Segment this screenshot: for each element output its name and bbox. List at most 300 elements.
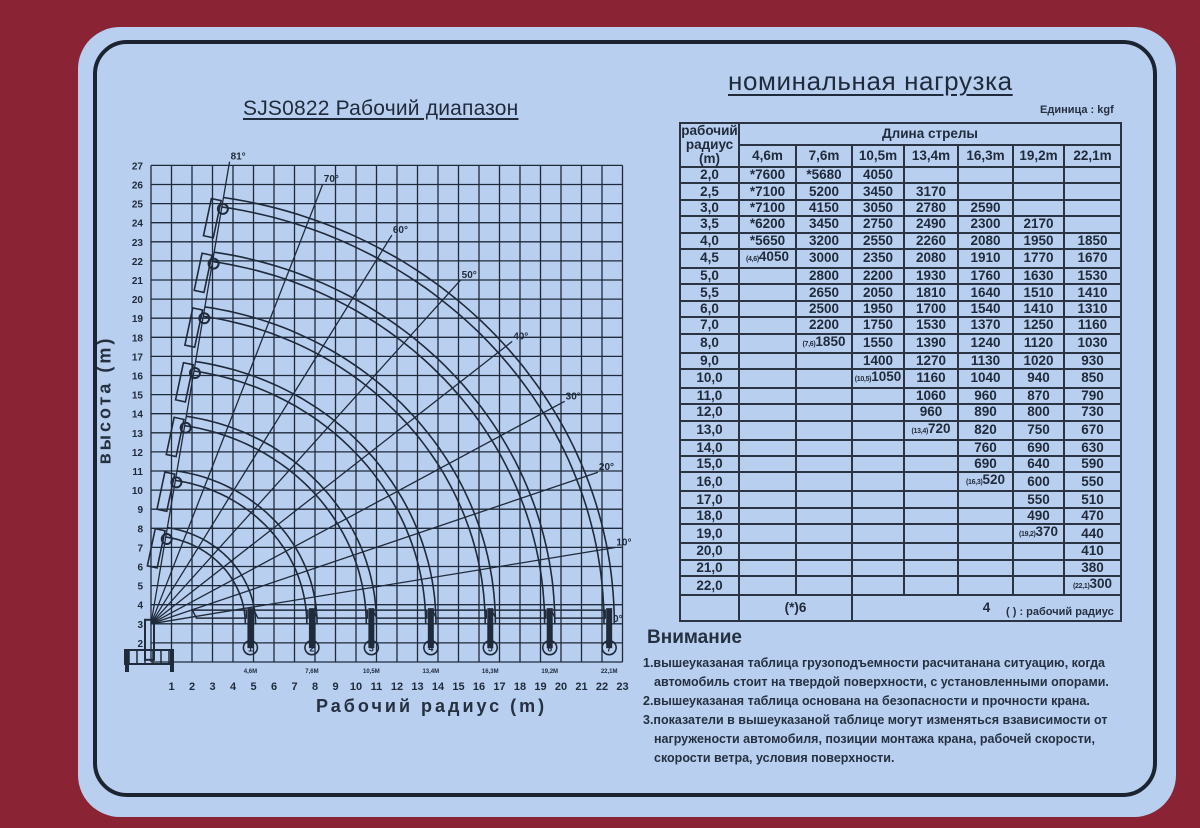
load-cell: 2650 (796, 284, 852, 300)
table-row (680, 369, 1121, 388)
load-cell: (7,6)1850 (796, 334, 852, 353)
y-tick-label: 12 (131, 447, 143, 459)
load-cell: 940 (1013, 369, 1064, 388)
load-cell (1064, 216, 1121, 232)
load-cell: 1950 (1013, 233, 1064, 249)
boom-length-label: 19,2M (541, 669, 559, 675)
table-row (680, 456, 1121, 472)
boom-section-number: 4 (428, 643, 434, 654)
x-tick-label: 7 (291, 681, 298, 693)
table-row (680, 353, 1121, 369)
y-tick-label: 2 (137, 638, 143, 650)
load-cell: *5680 (796, 167, 852, 183)
y-tick-label: 23 (131, 237, 143, 249)
note-1-line-1: 1.вышеуказаная таблица грузоподъемности расчитанана ситуацию, когда (643, 656, 1105, 670)
y-tick-label: 9 (137, 505, 143, 517)
table-title: номинальная нагрузка (728, 66, 1013, 96)
load-cell (1064, 167, 1121, 183)
boom-length-label: 13,4M (422, 669, 440, 675)
load-cell (739, 440, 796, 456)
x-tick-label: 21 (575, 681, 588, 693)
column-header: 22,1m (1064, 145, 1121, 167)
table-row (680, 491, 1121, 507)
load-cell: 3170 (904, 183, 958, 199)
load-cell: 1810 (904, 284, 958, 300)
table-row (680, 472, 1121, 491)
y-tick-label: 11 (132, 467, 143, 478)
hook-block-icon (428, 608, 434, 648)
column-header: 4,6m (739, 145, 796, 167)
load-cell: 380 (1064, 560, 1121, 576)
note-3-line-1: 3.показатели в вышеуказаной таблице могут изменяться взависимости от (643, 713, 1108, 727)
load-cell: 2590 (958, 200, 1013, 216)
load-cell (904, 440, 958, 456)
y-tick-label: 4 (137, 600, 143, 612)
load-cell: 550 (1013, 491, 1064, 507)
load-cell: 1670 (1064, 249, 1121, 268)
radius-cell: 16,0 (680, 472, 739, 491)
angle-label: 40° (513, 331, 529, 343)
table-header-row (680, 145, 1121, 167)
y-tick-label: 21 (131, 276, 143, 287)
load-cell: 1160 (1064, 317, 1121, 333)
table-row (680, 334, 1121, 353)
radius-cell: 18,0 (680, 508, 739, 524)
load-cell (796, 353, 852, 369)
chart-title: SJS0822 Рабочий диапазон (243, 97, 519, 120)
x-axis-label: Рабочий радиус (m) (316, 696, 548, 716)
x-tick-label: 17 (493, 681, 506, 693)
boom-length-label: 16,3M (481, 669, 499, 675)
radius-tag: (16,3) (965, 479, 983, 487)
load-cell: 2780 (904, 200, 958, 216)
radius-cell: 8,0 (680, 334, 739, 353)
load-cell: *7600 (739, 167, 796, 183)
boom-tip-icon (194, 253, 212, 292)
load-cell (796, 560, 852, 576)
load-cell: 870 (1013, 388, 1064, 404)
load-cell: 1250 (1013, 317, 1064, 333)
load-cell: 1030 (1064, 334, 1121, 353)
load-cell (796, 543, 852, 559)
load-cell (1064, 183, 1121, 199)
angle-label: 70° (323, 174, 339, 186)
load-cell: 1130 (958, 353, 1013, 369)
radius-cell: 15,0 (680, 456, 739, 472)
boom-envelope-arc (214, 252, 555, 624)
radius-tag: (4,6) (746, 255, 759, 263)
load-cell: 1700 (904, 301, 958, 317)
load-cell: 550 (1064, 472, 1121, 491)
load-cell: 2800 (796, 268, 852, 284)
y-tick-label: 17 (131, 352, 143, 364)
load-cell: 3000 (796, 249, 852, 268)
note-1-line-2: автомобиль стоит на твердой поверхности, с установленными опорами. (654, 675, 1109, 689)
load-cell: 760 (958, 440, 1013, 456)
load-cell (904, 167, 958, 183)
load-cell (796, 369, 852, 388)
load-cell: 1770 (1013, 249, 1064, 268)
load-cell (796, 440, 852, 456)
y-tick-label: 6 (137, 562, 143, 574)
load-cell: 1530 (1064, 268, 1121, 284)
table-row (680, 388, 1121, 404)
load-cell: 1750 (852, 317, 904, 333)
load-cell: 850 (1064, 369, 1121, 388)
load-cell: 2200 (852, 268, 904, 284)
load-cell (796, 404, 852, 420)
table-row (680, 268, 1121, 284)
load-cell: 1390 (904, 334, 958, 353)
load-cell: 2080 (904, 249, 958, 268)
load-cell (796, 388, 852, 404)
table-row (680, 440, 1121, 456)
load-cell: 1540 (958, 301, 1013, 317)
boom-length-label: 7,6M (305, 669, 319, 675)
falls-long: 4 (852, 595, 1121, 621)
load-cell: 410 (1064, 543, 1121, 559)
load-cell: 2500 (796, 301, 852, 317)
table-row (680, 543, 1121, 559)
hook-block-icon (487, 608, 493, 648)
boom-section-number: 7 (606, 643, 612, 654)
table-row (680, 233, 1121, 249)
x-tick-label: 16 (472, 681, 486, 693)
load-cell: 1120 (1013, 334, 1064, 353)
x-tick-label: 22 (595, 681, 609, 693)
radius-tag: (22,1) (1072, 583, 1090, 591)
boom-horizontal-icon (551, 610, 605, 618)
load-cell (739, 404, 796, 420)
load-cell: 600 (1013, 472, 1064, 491)
table-row (680, 301, 1121, 317)
load-cell: 1040 (958, 369, 1013, 388)
load-cell: 3450 (796, 216, 852, 232)
boom-envelope-arc (213, 262, 545, 624)
load-cell: 1760 (958, 268, 1013, 284)
rated-load-table (679, 122, 1122, 622)
radius-cell: 3,5 (680, 216, 739, 232)
load-cell: 2350 (852, 249, 904, 268)
column-header: 10,5m (852, 145, 904, 167)
load-cell (1013, 167, 1064, 183)
load-cell: 1370 (958, 317, 1013, 333)
note-3-line-2: нагружености автомобиля, позиции монтажа крана, рабочей скорости, (654, 732, 1095, 746)
load-cell: (16,3)520 (958, 472, 1013, 491)
load-cell: 1530 (904, 317, 958, 333)
corner-header: рабочий радиус (m) (681, 123, 738, 166)
load-cell (1013, 543, 1064, 559)
boom-horizontal-icon (313, 610, 367, 618)
table-row (680, 216, 1121, 232)
radius-cell: 6,0 (680, 301, 739, 317)
load-cell (739, 524, 796, 543)
y-tick-label: 10 (131, 486, 143, 498)
load-cell (904, 491, 958, 507)
load-cell (852, 543, 904, 559)
table-row (680, 249, 1121, 268)
load-cell (739, 317, 796, 333)
x-tick-label: 3 (209, 681, 216, 693)
x-tick-label: 5 (250, 681, 257, 693)
y-tick-label: 3 (137, 619, 143, 631)
load-cell (958, 491, 1013, 507)
y-tick-label: 26 (131, 180, 143, 192)
load-cell: 1550 (852, 334, 904, 353)
x-tick-label: 10 (349, 681, 363, 693)
load-cell: 3200 (796, 233, 852, 249)
radius-tag: (10,5) (854, 375, 872, 383)
load-cell: 690 (958, 456, 1013, 472)
angle-line (151, 184, 323, 624)
hook-block-icon (309, 608, 315, 648)
load-cell (739, 543, 796, 559)
x-tick-label: 1 (168, 681, 175, 693)
x-tick-label: 14 (431, 681, 445, 693)
load-cell: 640 (1013, 456, 1064, 472)
load-cell (904, 560, 958, 576)
radius-tag: (7,6) (802, 340, 816, 348)
load-cell (904, 508, 958, 524)
load-cell: 5200 (796, 183, 852, 199)
radius-cell: 12,0 (680, 404, 739, 420)
boom-horizontal-icon (432, 610, 486, 618)
boom-length-label: 10,5M (363, 669, 380, 675)
load-cell (958, 560, 1013, 576)
load-cell (739, 284, 796, 300)
load-cell: 510 (1064, 491, 1121, 507)
load-cell (1013, 560, 1064, 576)
load-cell (1064, 200, 1121, 216)
load-cell: 1160 (904, 369, 958, 388)
radius-cell: 14,0 (680, 440, 739, 456)
radius-tag: (19,2) (1018, 531, 1036, 539)
load-cell: 690 (1013, 440, 1064, 456)
radius-cell: 13,0 (680, 421, 739, 440)
load-cell (958, 543, 1013, 559)
load-cell: 2170 (1013, 216, 1064, 232)
attention-title: Внимание (647, 627, 742, 648)
load-cell (852, 404, 904, 420)
load-cell: 590 (1064, 456, 1121, 472)
radius-cell: 21,0 (680, 560, 739, 576)
boom-tip-icon (166, 417, 184, 456)
load-cell (739, 334, 796, 353)
hook-block-icon (547, 608, 553, 648)
angle-label: 50° (461, 269, 477, 281)
load-cell (904, 472, 958, 491)
boom-horizontal-icon (373, 610, 427, 618)
boom-length-header: Длина стрелы (739, 123, 1121, 145)
load-cell (958, 167, 1013, 183)
x-tick-label: 13 (411, 681, 424, 693)
load-cell (852, 421, 904, 440)
load-cell (852, 491, 904, 507)
y-tick-label: 13 (131, 428, 143, 440)
y-tick-label: 18 (131, 333, 143, 345)
y-tick-label: 14 (131, 409, 143, 421)
load-cell (739, 456, 796, 472)
hook-block-icon (368, 608, 374, 648)
radius-cell: 19,0 (680, 524, 739, 543)
table-row (680, 508, 1121, 524)
load-cell: 4150 (796, 200, 852, 216)
boom-tip-icon (147, 529, 165, 568)
load-cell: *7100 (739, 200, 796, 216)
outrigger-leg-icon (125, 650, 129, 672)
load-cell (958, 524, 1013, 543)
load-cell: 1020 (1013, 353, 1064, 369)
table-row (680, 404, 1121, 420)
load-cell (852, 388, 904, 404)
unit-label: Единица : kgf (1040, 104, 1114, 116)
load-cell: 2300 (958, 216, 1013, 232)
load-cell (1013, 183, 1064, 199)
x-tick-label: 6 (270, 681, 278, 693)
load-cell: 1410 (1064, 284, 1121, 300)
radius-cell: 2,0 (680, 167, 739, 183)
radius-cell: 9,0 (680, 353, 739, 369)
y-tick-label: 19 (131, 314, 143, 326)
x-tick-label: 19 (534, 681, 547, 693)
radius-cell: 3,0 (680, 200, 739, 216)
load-cell: 1950 (852, 301, 904, 317)
load-cell (904, 576, 958, 595)
load-cell: 2080 (958, 233, 1013, 249)
table-row (680, 560, 1121, 576)
load-cell (796, 508, 852, 524)
load-cell: 2750 (852, 216, 904, 232)
y-tick-label: 25 (131, 199, 143, 211)
radius-tag: (13,4) (911, 427, 928, 435)
load-cell: 930 (1064, 353, 1121, 369)
boom-horizontal-icon (192, 610, 246, 618)
angle-label: 0° (613, 613, 623, 625)
load-cell: (10,5)1050 (852, 369, 904, 388)
load-cell: 1410 (1013, 301, 1064, 317)
column-header: 13,4m (904, 145, 958, 167)
attention-notes (643, 654, 1163, 768)
boom-section-number: 1 (247, 643, 253, 654)
load-cell: 440 (1064, 524, 1121, 543)
boom-tip-icon (176, 363, 194, 402)
load-cell: *7100 (739, 183, 796, 199)
load-cell: (13,4)720 (904, 421, 958, 440)
load-cell: 2260 (904, 233, 958, 249)
load-cell: 730 (1064, 404, 1121, 420)
load-cell: 1850 (1064, 233, 1121, 249)
load-cell: 3050 (852, 200, 904, 216)
boom-section-number: 2 (309, 643, 315, 654)
load-cell (1013, 576, 1064, 595)
load-cell: 470 (1064, 508, 1121, 524)
load-cell: (19,2)370 (1013, 524, 1064, 543)
load-cell: 1400 (852, 353, 904, 369)
radius-cell: 5,5 (680, 284, 739, 300)
load-cell (796, 491, 852, 507)
x-tick-label: 23 (616, 681, 629, 693)
load-cell (904, 456, 958, 472)
boom-tip-icon (185, 308, 203, 347)
load-cell: 1640 (958, 284, 1013, 300)
load-cell (958, 576, 1013, 595)
radius-legend-note: ( ) : рабочий радиус (1006, 606, 1114, 618)
load-cell: 2200 (796, 317, 852, 333)
x-tick-label: 8 (311, 681, 319, 693)
load-cell (958, 183, 1013, 199)
load-cell (852, 576, 904, 595)
load-cell (852, 456, 904, 472)
load-cell (796, 524, 852, 543)
y-tick-label: 24 (131, 218, 143, 230)
x-tick-label: 20 (554, 681, 568, 693)
load-cell (739, 560, 796, 576)
load-cell (739, 268, 796, 284)
note-2-line-1: 2.вышеуказаная таблица основана на безопасности и прочности крана. (643, 694, 1090, 708)
y-axis-label: высота (m) (94, 335, 115, 465)
load-cell (739, 369, 796, 388)
note-3-line-3: скорости ветра, условия поверхности. (654, 751, 895, 765)
load-cell: 960 (958, 388, 1013, 404)
column-header: 19,2m (1013, 145, 1064, 167)
load-cell (958, 508, 1013, 524)
load-cell (739, 576, 796, 595)
load-cell: 1240 (958, 334, 1013, 353)
table-row (680, 284, 1121, 300)
load-cell (796, 472, 852, 491)
x-tick-label: 15 (452, 681, 465, 693)
radius-cell: 22,0 (680, 576, 739, 595)
angle-line (151, 162, 230, 624)
load-cell: 670 (1064, 421, 1121, 440)
x-tick-label: 11 (370, 681, 383, 693)
radius-cell: 7,0 (680, 317, 739, 333)
table-row (680, 167, 1121, 183)
y-tick-label: 7 (137, 543, 143, 555)
load-cell: (22,1)300 (1064, 576, 1121, 595)
boom-horizontal-icon (254, 610, 308, 618)
load-cell: 1510 (1013, 284, 1064, 300)
table-row (680, 576, 1121, 595)
radius-cell: 2,5 (680, 183, 739, 199)
load-cell: *6200 (739, 216, 796, 232)
load-cell: 630 (1064, 440, 1121, 456)
y-tick-label: 15 (131, 390, 143, 402)
load-cell: 2490 (904, 216, 958, 232)
load-cell: 1310 (1064, 301, 1121, 317)
load-cell (904, 524, 958, 543)
load-cell: 1910 (958, 249, 1013, 268)
load-cell: 1930 (904, 268, 958, 284)
load-cell (796, 576, 852, 595)
hook-block-icon (247, 608, 253, 648)
y-tick-label: 22 (131, 256, 143, 268)
load-cell (739, 301, 796, 317)
y-tick-label: 20 (131, 295, 143, 307)
load-cell (739, 491, 796, 507)
load-cell: 960 (904, 404, 958, 420)
load-cell (796, 421, 852, 440)
boom-length-label: 22,1M (600, 669, 618, 675)
x-tick-label: 4 (229, 681, 237, 693)
load-cell: 4050 (852, 167, 904, 183)
x-tick-label: 12 (390, 681, 404, 693)
load-cell (739, 472, 796, 491)
angle-label: 60° (392, 225, 408, 237)
load-cell: 1630 (1013, 268, 1064, 284)
load-cell (1013, 200, 1064, 216)
table-header-row (680, 123, 1121, 145)
